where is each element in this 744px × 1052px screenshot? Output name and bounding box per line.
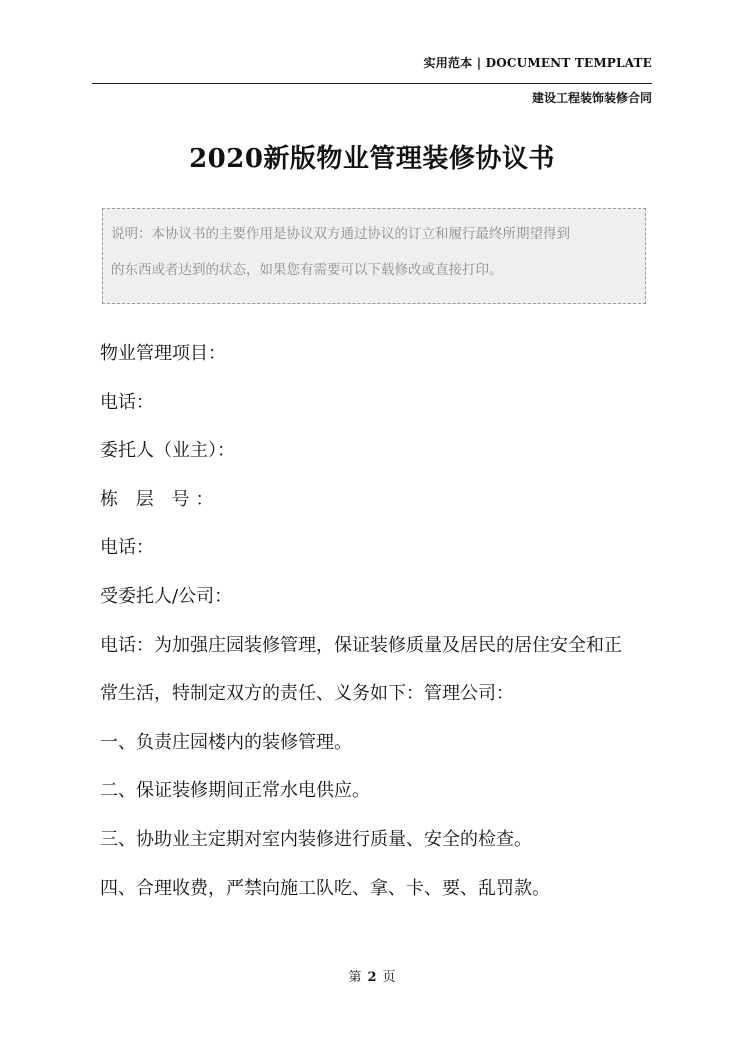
field-property-project: 物业管理项目： <box>100 343 226 364</box>
note-line-1: 说明：本协议书的主要作用是协议双方通过协议的订立和履行最终所期望得到 <box>111 226 570 242</box>
field-client-owner: 委托人（业主）： <box>100 440 235 462</box>
field-phone-1: 电话： <box>100 391 154 413</box>
page-number: 2 <box>367 970 377 985</box>
page-suffix: 页 <box>382 970 396 985</box>
clause-3: 三、协助业主定期对室内装修进行质量、安全的检查。 <box>100 828 532 850</box>
field-contractor-company: 受委托人/公司： <box>100 585 233 607</box>
field-building-floor-number: 栋 层 号： <box>100 488 220 510</box>
page-footer <box>0 966 744 985</box>
clause-1: 一、负责庄园楼内的装修管理。 <box>100 731 352 753</box>
document-title: 2020新版物业管理装修协议书 <box>189 144 555 174</box>
page-prefix: 第 <box>348 970 362 985</box>
agreement-body <box>100 330 660 913</box>
header-category-label: 建设工程装饰装修合同 <box>531 91 652 105</box>
header-divider <box>92 83 652 84</box>
header-template-label: 实用范本 | DOCUMENT TEMPLATE <box>423 56 652 70</box>
clause-2: 二、保证装修期间正常水电供应。 <box>100 780 370 802</box>
clause-4: 四、合理收费，严禁向施工队吃、拿、卡、要、乱罚款。 <box>100 877 550 899</box>
note-line-2: 的东西或者达到的状态，如果您有需要可以下载修改或直接打印。 <box>111 262 503 278</box>
paragraph-intro-line-1: 电话：为加强庄园装修管理，保证装修质量及居民的居住安全和正 <box>100 634 622 656</box>
field-phone-2: 电话： <box>100 537 154 559</box>
paragraph-intro-line-2: 常生活，特制定双方的责任、义务如下：管理公司： <box>100 683 514 705</box>
description-note-box <box>102 208 646 304</box>
